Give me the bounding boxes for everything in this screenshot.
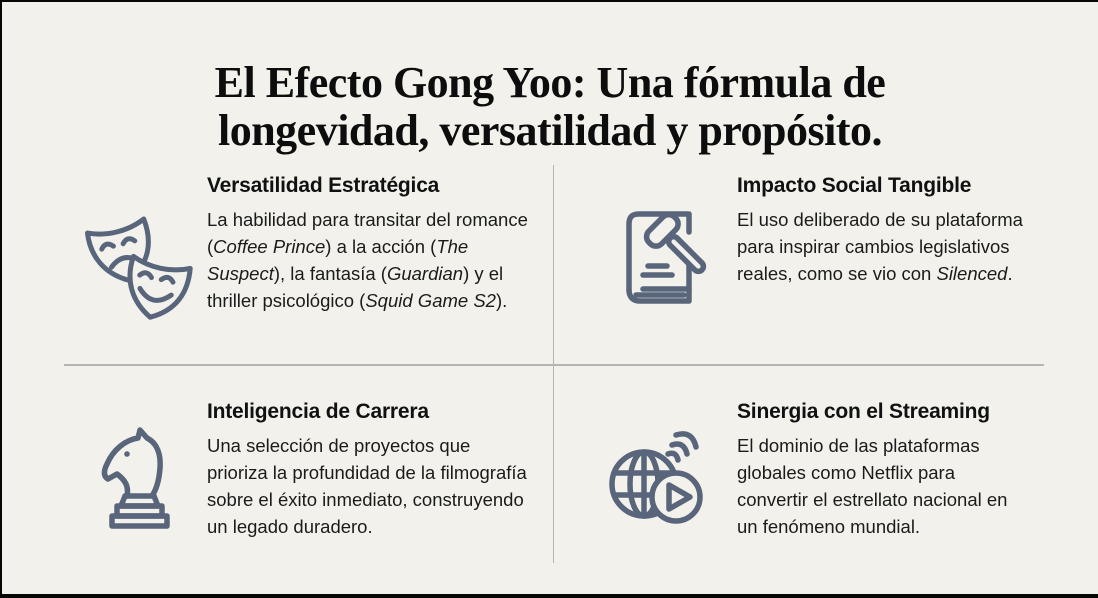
quadrant-text-block (737, 172, 1029, 287)
quadrant-inteligencia-carrera (72, 398, 529, 542)
chess-knight-icon (72, 424, 207, 542)
page-title-line2: longevidad, versatilidad y propósito. (217, 106, 882, 156)
law-book-gavel-icon (587, 200, 737, 315)
quadrant-body: El dominio de las plataformas globales como Netflix para convertir el estrellato nacional en un fenómeno mundial. (737, 435, 1008, 537)
globe-streaming-icon (587, 418, 737, 546)
quadrant-heading: Inteligencia de Carrera (207, 400, 429, 423)
quadrant-sinergia-streaming (587, 398, 1029, 546)
quadrant-heading: Impacto Social Tangible (737, 174, 972, 197)
page-title (2, 59, 1098, 155)
quadrant-body: La habilidad para transitar del romance (Coffee Prince) a la acción (The Suspect), la fantasía (Guardian) y el thriller psicológico (Squid Game S2). (207, 209, 528, 311)
quadrant-body: El uso deliberado de su plataforma para inspirar cambios legislativos reales, como se vio con Silenced. (737, 209, 1023, 284)
theater-masks-icon (72, 212, 207, 334)
horizontal-divider (64, 364, 1044, 366)
quadrant-impacto-social (587, 172, 1029, 315)
quadrant-versatilidad-estrategica (72, 172, 529, 334)
quadrant-text-block (207, 172, 529, 314)
quadrant-body: Una selección de proyectos que prioriza la profundidad de la filmografía sobre el éxito inmediato, construyendo un legado duradero. (207, 435, 527, 537)
quadrant-heading: Sinergia con el Streaming (737, 400, 990, 423)
quadrant-text-block (737, 398, 1029, 540)
page-title-line1: El Efecto Gong Yoo: Una fórmula de (214, 58, 886, 108)
vertical-divider (553, 165, 554, 563)
quadrant-text-block (207, 398, 529, 540)
quadrant-heading: Versatilidad Estratégica (207, 174, 440, 197)
